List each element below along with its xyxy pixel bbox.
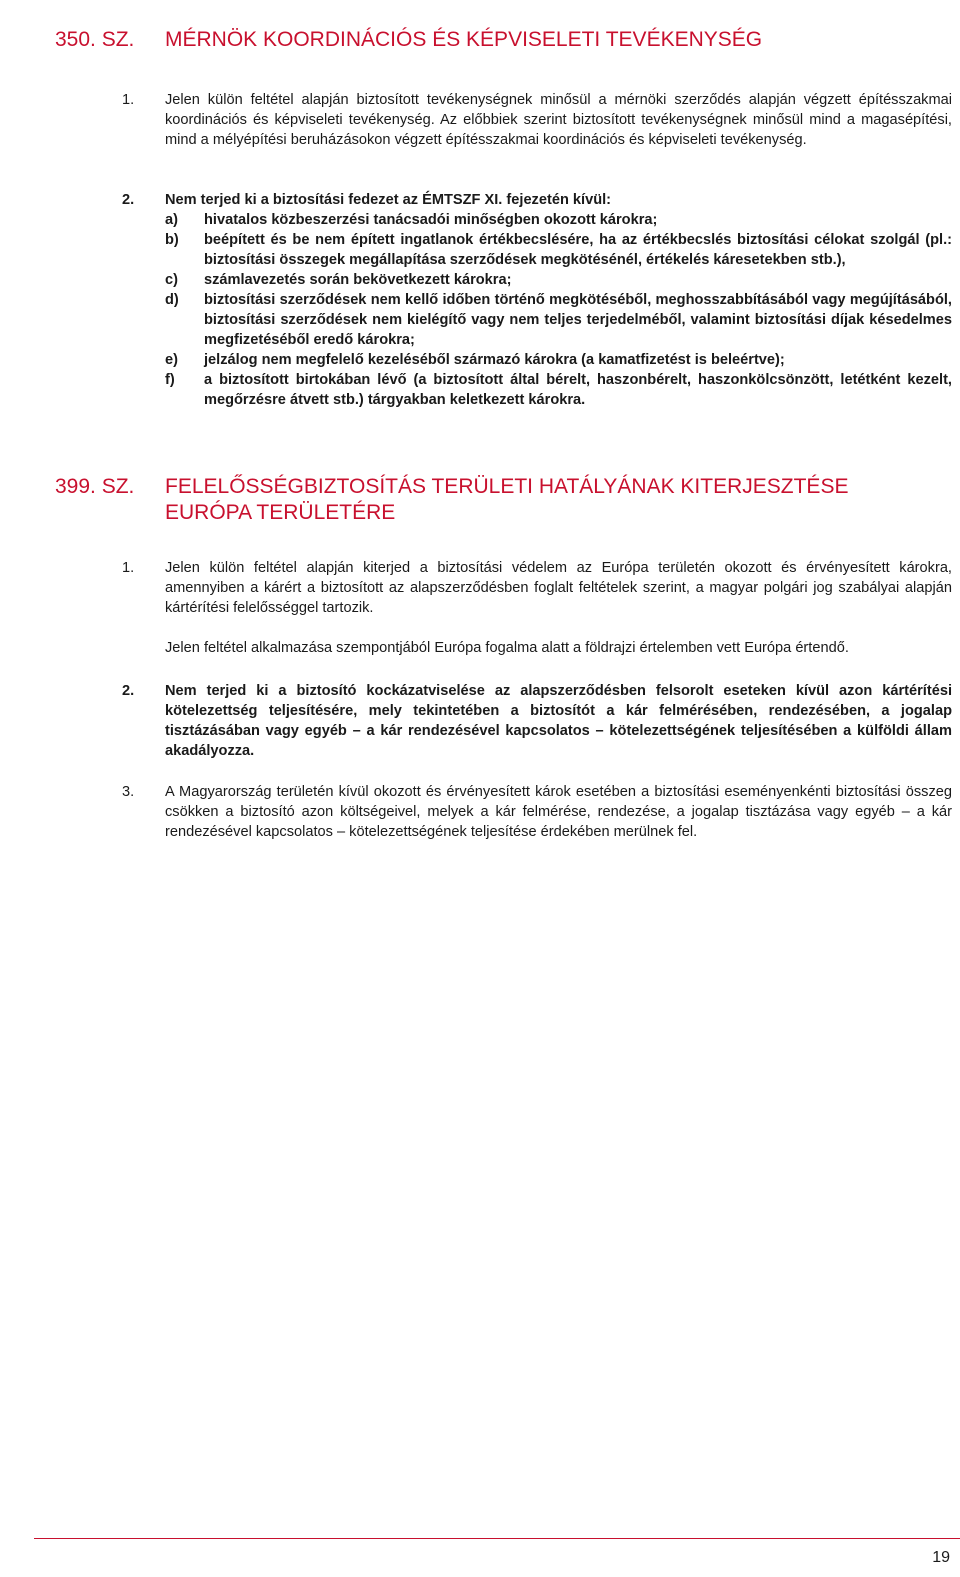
- paragraph-399-3: [122, 782, 952, 842]
- paragraph-text: A Magyarország területén kívül okozott és érvényesített károk esetében a biztosítási eseményenkénti biztosítási összeg csökken a biztosító azon költségeivel, melyek a kár felmérése, rendezése, a jogalap tisztázása vagy egyéb – a kár rendezésével kapcsolatos – kötelezettségének teljesítése érdekében merülnek fel.: [165, 784, 952, 840]
- list-text: beépített és be nem épített ingatlanok értékbecslésére, ha az értékbecslés biztosítási célokat szolgál (pl.: biztosítási összegek megállapítása szerződések megkötésénél, értékelés káresetekben stb.),: [204, 232, 952, 268]
- list-letter: a): [165, 212, 178, 228]
- list-item: [165, 210, 952, 230]
- paragraph-399-1: [122, 558, 952, 658]
- list-item: [165, 350, 952, 370]
- list-letter: e): [165, 352, 178, 368]
- footer-divider: [34, 1538, 960, 1539]
- paragraph-text: Jelen külön feltétel alapján kiterjed a biztosítási védelem az Európa területén okozott és érvényesített károkra, amennyiben a kárért a biztosított az alapszerződésben foglalt feltételek szerint, a magyar polgári jog szabályai alapján kártérítési felelősséggel tartozik.: [165, 560, 952, 616]
- page-number: 19: [932, 1549, 950, 1566]
- exclusion-list: [165, 210, 952, 410]
- list-letter: c): [165, 272, 178, 288]
- paragraph-350-1: [122, 90, 952, 150]
- paragraph-number: 2.: [122, 192, 135, 208]
- list-text: hivatalos közbeszerzési tanácsadói minőségben okozott károkra;: [204, 212, 658, 228]
- section-title: MÉRNÖK KOORDINÁCIÓS ÉS KÉPVISELETI TEVÉKENYSÉG: [165, 28, 763, 51]
- paragraph-text: Jelen külön feltétel alapján biztosított tevékenységnek minősül a mérnöki szerződés alapján végzett építésszakmai koordinációs és képviseleti tevékenység. Az előbbiek szerint biztosított tevékenységnek minősül mind a magasépítési, mind a mélyépítési beruházásokon végzett építésszakmai koordinációs és képviseleti tevékenység.: [165, 92, 952, 148]
- list-letter: f): [165, 372, 175, 388]
- section-number: 399. SZ.: [55, 475, 135, 498]
- paragraph-350-2: [122, 190, 952, 410]
- paragraph-intro: Nem terjed ki a biztosítási fedezet az ÉMTSZF XI. fejezetén kívül:: [165, 192, 612, 208]
- paragraph-number: 2.: [122, 683, 135, 699]
- paragraph-text: Nem terjed ki a biztosító kockázatviselése az alapszerződésben felsorolt eseteken kívül azon kártérítési kötelezettség teljesítésére, mely tekintetében a biztosítót a kár felmérésében, rendezésében, a jogalap tisztázásában vagy egyéb – a kár rendezésével kapcsolatos – kötelezettségének teljesítésében a külföldi állam akadályozza.: [165, 683, 952, 759]
- list-letter: d): [165, 292, 179, 308]
- paragraph-399-2: [122, 681, 952, 761]
- list-item: [165, 290, 952, 350]
- list-item: [165, 370, 952, 410]
- paragraph-number: 1.: [122, 560, 135, 576]
- paragraph-number: 3.: [122, 784, 135, 800]
- list-letter: b): [165, 232, 179, 248]
- list-text: biztosítási szerződések nem kellő időben történő megkötéséből, meghosszabbításából vagy megújításából, biztosítási szerződések nem kielégítő vagy nem teljes terjedelméből, valamint biztosítási díjak késedelmes megfizetéséből eredő károkra;: [204, 292, 952, 348]
- list-text: a biztosított birtokában lévő (a biztosított által bérelt, haszonbérelt, haszonkölcsönzött, letétként kezelt, megőrzésre átvett stb.) tárgyakban keletkezett károkra.: [204, 372, 952, 408]
- section-number: 350. SZ.: [55, 28, 135, 51]
- list-item: [165, 270, 952, 290]
- list-text: jelzálog nem megfelelő kezeléséből származó károkra (a kamatfizetést is beleértve);: [204, 352, 785, 368]
- section-title: FELELŐSSÉGBIZTOSÍTÁS TERÜLETI HATÁLYÁNAK KITERJESZTÉSE EURÓPA TERÜLETÉRE: [165, 475, 849, 524]
- paragraph-number: 1.: [122, 92, 135, 108]
- list-item: [165, 230, 952, 270]
- paragraph-extra-text: Jelen feltétel alkalmazása szempontjából Európa fogalma alatt a földrajzi értelemben vett Európa értendő.: [165, 640, 849, 656]
- list-text: számlavezetés során bekövetkezett károkra;: [204, 272, 512, 288]
